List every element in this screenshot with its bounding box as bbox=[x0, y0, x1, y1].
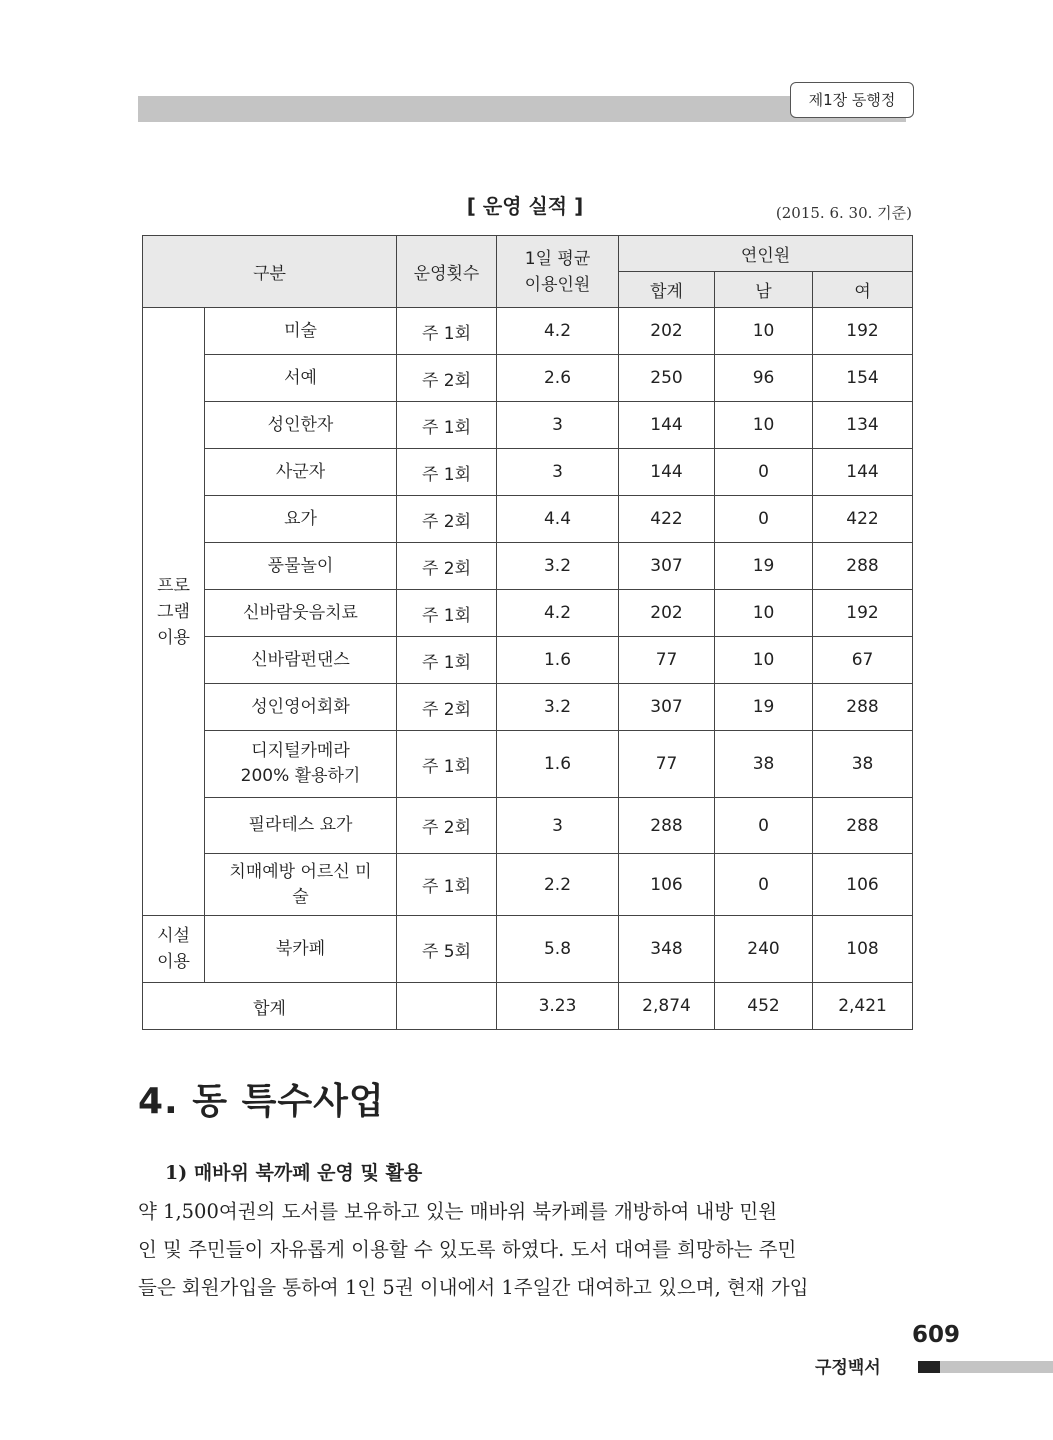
sum-cell: 144 bbox=[619, 402, 715, 449]
sum-cell: 348 bbox=[619, 916, 715, 983]
table-total-row bbox=[143, 983, 913, 1030]
program-name-cell: 풍물놀이 bbox=[205, 543, 397, 590]
female-cell: 108 bbox=[813, 916, 913, 983]
sum-cell: 77 bbox=[619, 637, 715, 684]
female-cell: 134 bbox=[813, 402, 913, 449]
male-cell: 10 bbox=[715, 402, 813, 449]
daily-avg-cell: 3 bbox=[497, 449, 619, 496]
body-paragraph bbox=[138, 1193, 912, 1307]
total-sum-cell: 2,874 bbox=[619, 983, 715, 1030]
daily-avg-cell: 3 bbox=[497, 402, 619, 449]
footer-marker bbox=[918, 1361, 940, 1373]
sum-cell: 77 bbox=[619, 731, 715, 798]
total-female-cell: 2,421 bbox=[813, 983, 913, 1030]
female-cell: 38 bbox=[813, 731, 913, 798]
program-name-cell: 디지털카메라 200% 활용하기 bbox=[205, 731, 397, 798]
female-cell: 144 bbox=[813, 449, 913, 496]
program-name-cell: 신바람웃음치료 bbox=[205, 590, 397, 637]
male-cell: 38 bbox=[715, 731, 813, 798]
section-title: 4. 동 특수사업 bbox=[138, 1081, 385, 1122]
program-name-cell: 성인한자 bbox=[205, 402, 397, 449]
sum-cell: 307 bbox=[619, 543, 715, 590]
sessions-cell: 주 1회 bbox=[397, 590, 497, 637]
daily-avg-cell: 1.6 bbox=[497, 731, 619, 798]
sum-cell: 202 bbox=[619, 308, 715, 355]
female-cell: 288 bbox=[813, 798, 913, 854]
daily-avg-cell: 3 bbox=[497, 798, 619, 854]
total-male-cell: 452 bbox=[715, 983, 813, 1030]
program-name-cell: 요가 bbox=[205, 496, 397, 543]
program-name-cell: 치매예방 어르신 미 술 bbox=[205, 854, 397, 916]
subsection-title: 1) 매바위 북까페 운영 및 활용 bbox=[165, 1162, 423, 1184]
paragraph-line: 약 1,500여권의 도서를 보유하고 있는 매바위 북카페를 개방하여 내방 민원 bbox=[138, 1200, 778, 1223]
page-number: 609 bbox=[911, 1322, 960, 1348]
paragraph-line: 들은 회원가입을 통하여 1인 5권 이내에서 1주일간 대여하고 있으며, 현재 가입 bbox=[138, 1276, 809, 1299]
chapter-label: 제1장 동행정 bbox=[790, 82, 914, 118]
daily-avg-cell: 3.2 bbox=[497, 543, 619, 590]
daily-avg-cell: 2.2 bbox=[497, 854, 619, 916]
female-cell: 192 bbox=[813, 308, 913, 355]
total-label-cell: 합계 bbox=[143, 983, 397, 1030]
sum-cell: 288 bbox=[619, 798, 715, 854]
daily-avg-cell: 4.4 bbox=[497, 496, 619, 543]
header-daily-avg: 1일 평균 이용인원 bbox=[497, 236, 619, 308]
program-name-cell: 필라테스 요가 bbox=[205, 798, 397, 854]
total-sessions-cell bbox=[397, 983, 497, 1030]
sum-cell: 144 bbox=[619, 449, 715, 496]
sum-cell: 106 bbox=[619, 854, 715, 916]
male-cell: 19 bbox=[715, 543, 813, 590]
sum-cell: 202 bbox=[619, 590, 715, 637]
table-row bbox=[143, 402, 913, 449]
sum-cell: 422 bbox=[619, 496, 715, 543]
sessions-cell: 주 2회 bbox=[397, 798, 497, 854]
female-cell: 288 bbox=[813, 543, 913, 590]
sessions-cell: 주 1회 bbox=[397, 854, 497, 916]
male-cell: 10 bbox=[715, 590, 813, 637]
total-avg-cell: 3.23 bbox=[497, 983, 619, 1030]
header-female: 여 bbox=[813, 272, 913, 308]
program-name-cell: 서예 bbox=[205, 355, 397, 402]
header-sum: 합계 bbox=[619, 272, 715, 308]
header-category: 구분 bbox=[143, 236, 397, 308]
sessions-cell: 주 1회 bbox=[397, 402, 497, 449]
table-row bbox=[143, 355, 913, 402]
female-cell: 154 bbox=[813, 355, 913, 402]
male-cell: 0 bbox=[715, 798, 813, 854]
table-row bbox=[143, 449, 913, 496]
daily-avg-cell: 5.8 bbox=[497, 916, 619, 983]
sum-cell: 307 bbox=[619, 684, 715, 731]
sessions-cell: 주 2회 bbox=[397, 355, 497, 402]
male-cell: 10 bbox=[715, 637, 813, 684]
sessions-cell: 주 1회 bbox=[397, 731, 497, 798]
daily-avg-cell: 1.6 bbox=[497, 637, 619, 684]
header-total-people: 연인원 bbox=[619, 236, 913, 272]
sessions-cell: 주 5회 bbox=[397, 916, 497, 983]
table-header-row bbox=[143, 236, 913, 272]
sessions-cell: 주 2회 bbox=[397, 543, 497, 590]
daily-avg-cell: 3.2 bbox=[497, 684, 619, 731]
female-cell: 422 bbox=[813, 496, 913, 543]
table-row bbox=[143, 684, 913, 731]
program-name-cell: 사군자 bbox=[205, 449, 397, 496]
table-row bbox=[143, 916, 913, 983]
daily-avg-cell: 4.2 bbox=[497, 590, 619, 637]
male-cell: 0 bbox=[715, 496, 813, 543]
table-title: [ 운영 실적 ] bbox=[466, 194, 584, 218]
group-label-program: 프로 그램 이용 bbox=[143, 308, 205, 916]
female-cell: 106 bbox=[813, 854, 913, 916]
sessions-cell: 주 1회 bbox=[397, 637, 497, 684]
table-date-note: (2015. 6. 30. 기준) bbox=[775, 204, 912, 222]
group-label-facility: 시설 이용 bbox=[143, 916, 205, 983]
book-title: 구정백서 bbox=[815, 1358, 881, 1378]
program-name-cell: 신바람펀댄스 bbox=[205, 637, 397, 684]
program-name-cell: 미술 bbox=[205, 308, 397, 355]
female-cell: 192 bbox=[813, 590, 913, 637]
paragraph-line: 인 및 주민들이 자유롭게 이용할 수 있도록 하였다. 도서 대여를 희망하는 주민 bbox=[138, 1238, 797, 1261]
male-cell: 0 bbox=[715, 449, 813, 496]
daily-avg-cell: 4.2 bbox=[497, 308, 619, 355]
header-sessions: 운영횟수 bbox=[397, 236, 497, 308]
male-cell: 96 bbox=[715, 355, 813, 402]
table-row bbox=[143, 798, 913, 854]
results-table bbox=[142, 235, 913, 1030]
table-row bbox=[143, 496, 913, 543]
daily-avg-cell: 2.6 bbox=[497, 355, 619, 402]
female-cell: 288 bbox=[813, 684, 913, 731]
male-cell: 10 bbox=[715, 308, 813, 355]
sum-cell: 250 bbox=[619, 355, 715, 402]
sessions-cell: 주 2회 bbox=[397, 496, 497, 543]
sessions-cell: 주 2회 bbox=[397, 684, 497, 731]
male-cell: 0 bbox=[715, 854, 813, 916]
table-row bbox=[143, 543, 913, 590]
sessions-cell: 주 1회 bbox=[397, 308, 497, 355]
program-name-cell: 성인영어회화 bbox=[205, 684, 397, 731]
table-row bbox=[143, 308, 913, 355]
female-cell: 67 bbox=[813, 637, 913, 684]
program-name-cell: 북카페 bbox=[205, 916, 397, 983]
table-row bbox=[143, 637, 913, 684]
footer-bar bbox=[940, 1361, 1053, 1373]
male-cell: 240 bbox=[715, 916, 813, 983]
table-row bbox=[143, 731, 913, 798]
table-row bbox=[143, 854, 913, 916]
sessions-cell: 주 1회 bbox=[397, 449, 497, 496]
male-cell: 19 bbox=[715, 684, 813, 731]
table-row bbox=[143, 590, 913, 637]
table-body bbox=[143, 308, 913, 1030]
header-male: 남 bbox=[715, 272, 813, 308]
